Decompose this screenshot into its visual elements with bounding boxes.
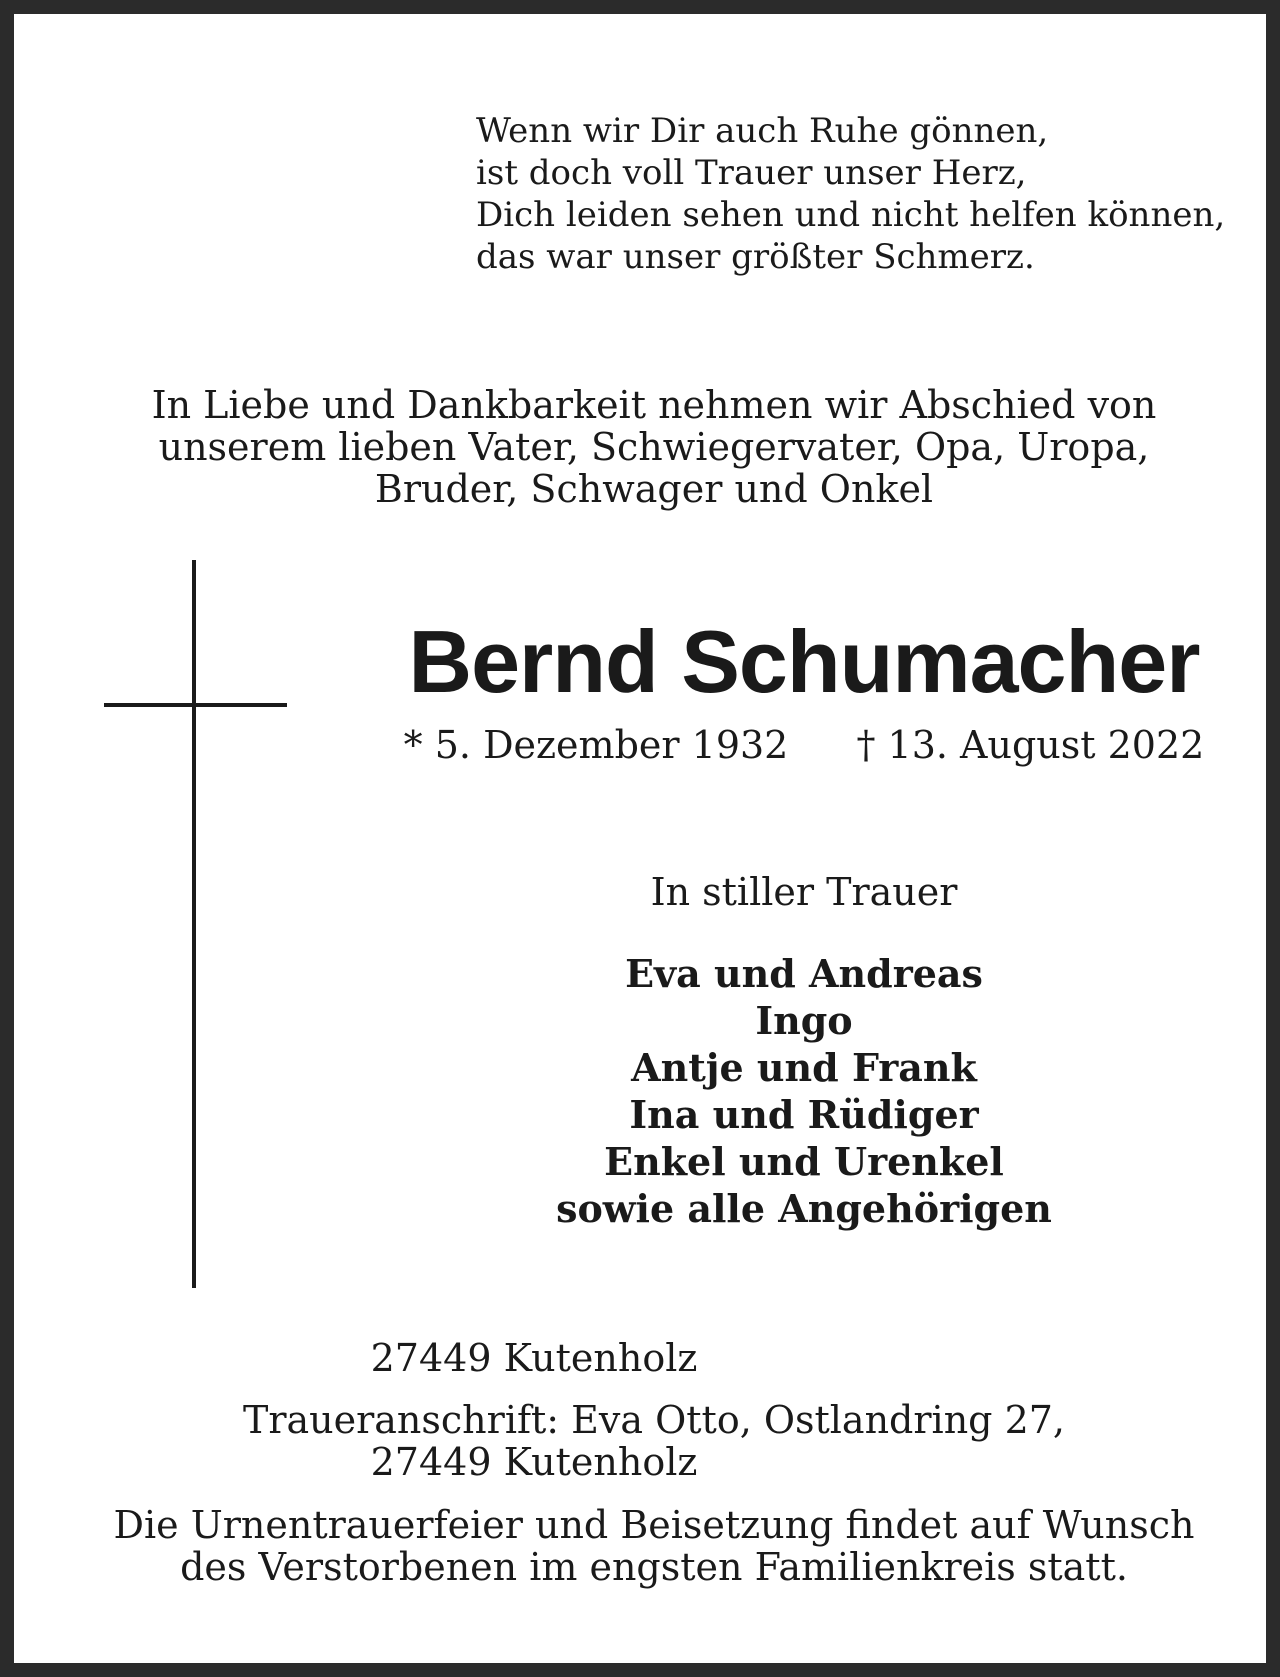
poem-line: das war unser größter Schmerz. [476, 237, 1035, 277]
mourner-entry: Eva und Andreas [625, 951, 983, 996]
death-date: † 13. August 2022 [856, 723, 1205, 767]
poem-line: ist doch voll Trauer unser Herz, [476, 153, 1027, 193]
life-dates [354, 722, 1254, 768]
intro-line: unserem lieben Vater, Schwiegervater, Opa, Uropa, [158, 425, 1150, 469]
mourning-address [34, 1399, 1274, 1483]
note-line: des Verstorbenen im engsten Familienkreis statt. [180, 1545, 1128, 1589]
address-line-2: 27449 Kutenholz [370, 1440, 698, 1484]
poem-line: Wenn wir Dir auch Ruhe gönnen, [476, 111, 1049, 151]
farewell-intro [34, 384, 1274, 510]
intro-line: In Liebe und Dankbarkeit nehmen wir Abschied von [151, 383, 1157, 427]
mourner-entry: Enkel und Urenkel [604, 1139, 1004, 1184]
mourner-entry: Ingo [755, 998, 853, 1043]
deceased-name: Bernd Schumacher [408, 612, 1200, 711]
mourners-list [354, 950, 1254, 1232]
residence [34, 1336, 1274, 1380]
note-line: Die Urnentrauerfeier und Beisetzung findet auf Wunsch [113, 1503, 1195, 1547]
intro-line: Bruder, Schwager und Onkel [374, 467, 934, 511]
residence-text: 27449 Kutenholz [370, 1336, 698, 1380]
cross-vertical-bar [192, 560, 196, 1288]
mourner-entry: Antje und Frank [631, 1045, 977, 1090]
mourning-heading: In stiller Trauer [650, 870, 958, 914]
ceremony-note [34, 1504, 1274, 1588]
birth-date: * 5. Dezember 1932 [403, 723, 789, 767]
poem [476, 110, 1256, 278]
cross-horizontal-bar [104, 703, 287, 707]
mourner-entry: Ina und Rüdiger [629, 1092, 979, 1137]
address-line-1: Traueranschrift: Eva Otto, Ostlandring 27, [242, 1398, 1066, 1442]
poem-line: Dich leiden sehen und nicht helfen können, [476, 195, 1226, 235]
mourner-entry: sowie alle Angehörigen [556, 1186, 1052, 1231]
